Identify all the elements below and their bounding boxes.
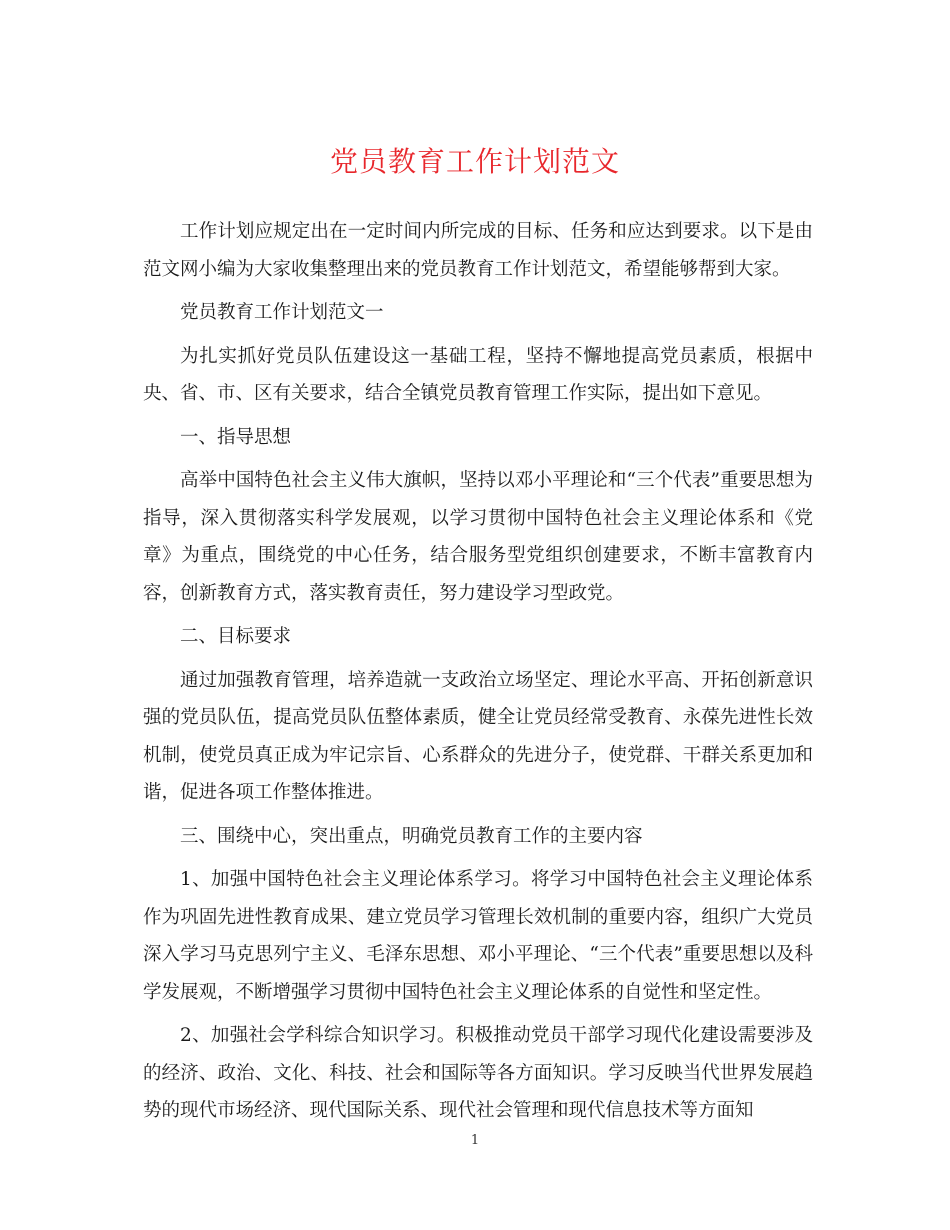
page-title: 党员教育工作计划范文 xyxy=(329,145,620,178)
paragraph-intro: 工作计划应规定出在一定时间内所完成的目标、任务和应达到要求。以下是由范文网小编为大家收集整理出来的党员教育工作计划范文，希望能够帮到大家。 xyxy=(143,221,813,280)
paragraph-heading-main-content: 三、围绕中心，突出重点，明确党员教育工作的主要内容 xyxy=(180,825,643,847)
paragraph-heading-goals: 二、目标要求 xyxy=(180,626,292,647)
paragraph: 通过加强教育管理，培养造就一支政治立场坚定、理论水平高、开拓创新意识强的党员队伍，提高党员队伍整体素质，健全让党员经常受教育、永葆先进性长效机制，使党员真正成为牢记宗旨、心系群众的先进分子，使党群、干群关系更加和谐，促进各项工作整体推进。 xyxy=(143,669,813,803)
paragraph: 高举中国特色社会主义伟大旗帜，坚持以邓小平理论和“三个代表”重要思想为指导，深入贯彻落实科学发展观，以学习贯彻中国特色社会主义理论体系和《党章》为重点，围绕党的中心任务，结合服务型党组织创建要求，不断丰富教育内容，创新教育方式，落实教育责任，努力建设学习型政党。 xyxy=(143,470,813,604)
document-body xyxy=(143,213,813,1136)
paragraph: 2、加强社会学科综合知识学习。积极推动党员干部学习现代化建设需要涉及的经济、政治、文化、科技、社会和国际等各方面知识。学习反映当代世界发展趋势的现代市场经济、现代国际关系、现代社会管理和现代信息技术等方面知 xyxy=(143,1025,813,1121)
page-number: 1 xyxy=(470,1133,480,1148)
paragraph: 1、加强中国特色社会主义理论体系学习。将学习中国特色社会主义理论体系作为巩固先进性教育成果、建立党员学习管理长效机制的重要内容，组织广大党员深入学习马克思列宁主义、毛泽东思想、邓小平理论、“三个代表”重要思想以及科学发展观，不断增强学习贯彻中国特色社会主义理论体系的自觉性和坚定性。 xyxy=(143,869,813,1003)
paragraph-heading-guiding-ideology: 一、指导思想 xyxy=(180,426,292,448)
paragraph: 为扎实抓好党员队伍建设这一基础工程，坚持不懈地提高党员素质，根据中央、省、市、区有关要求，结合全镇党员教育管理工作实际，提出如下意见。 xyxy=(143,345,813,404)
paragraph-section-heading: 党员教育工作计划范文一 xyxy=(180,302,384,323)
